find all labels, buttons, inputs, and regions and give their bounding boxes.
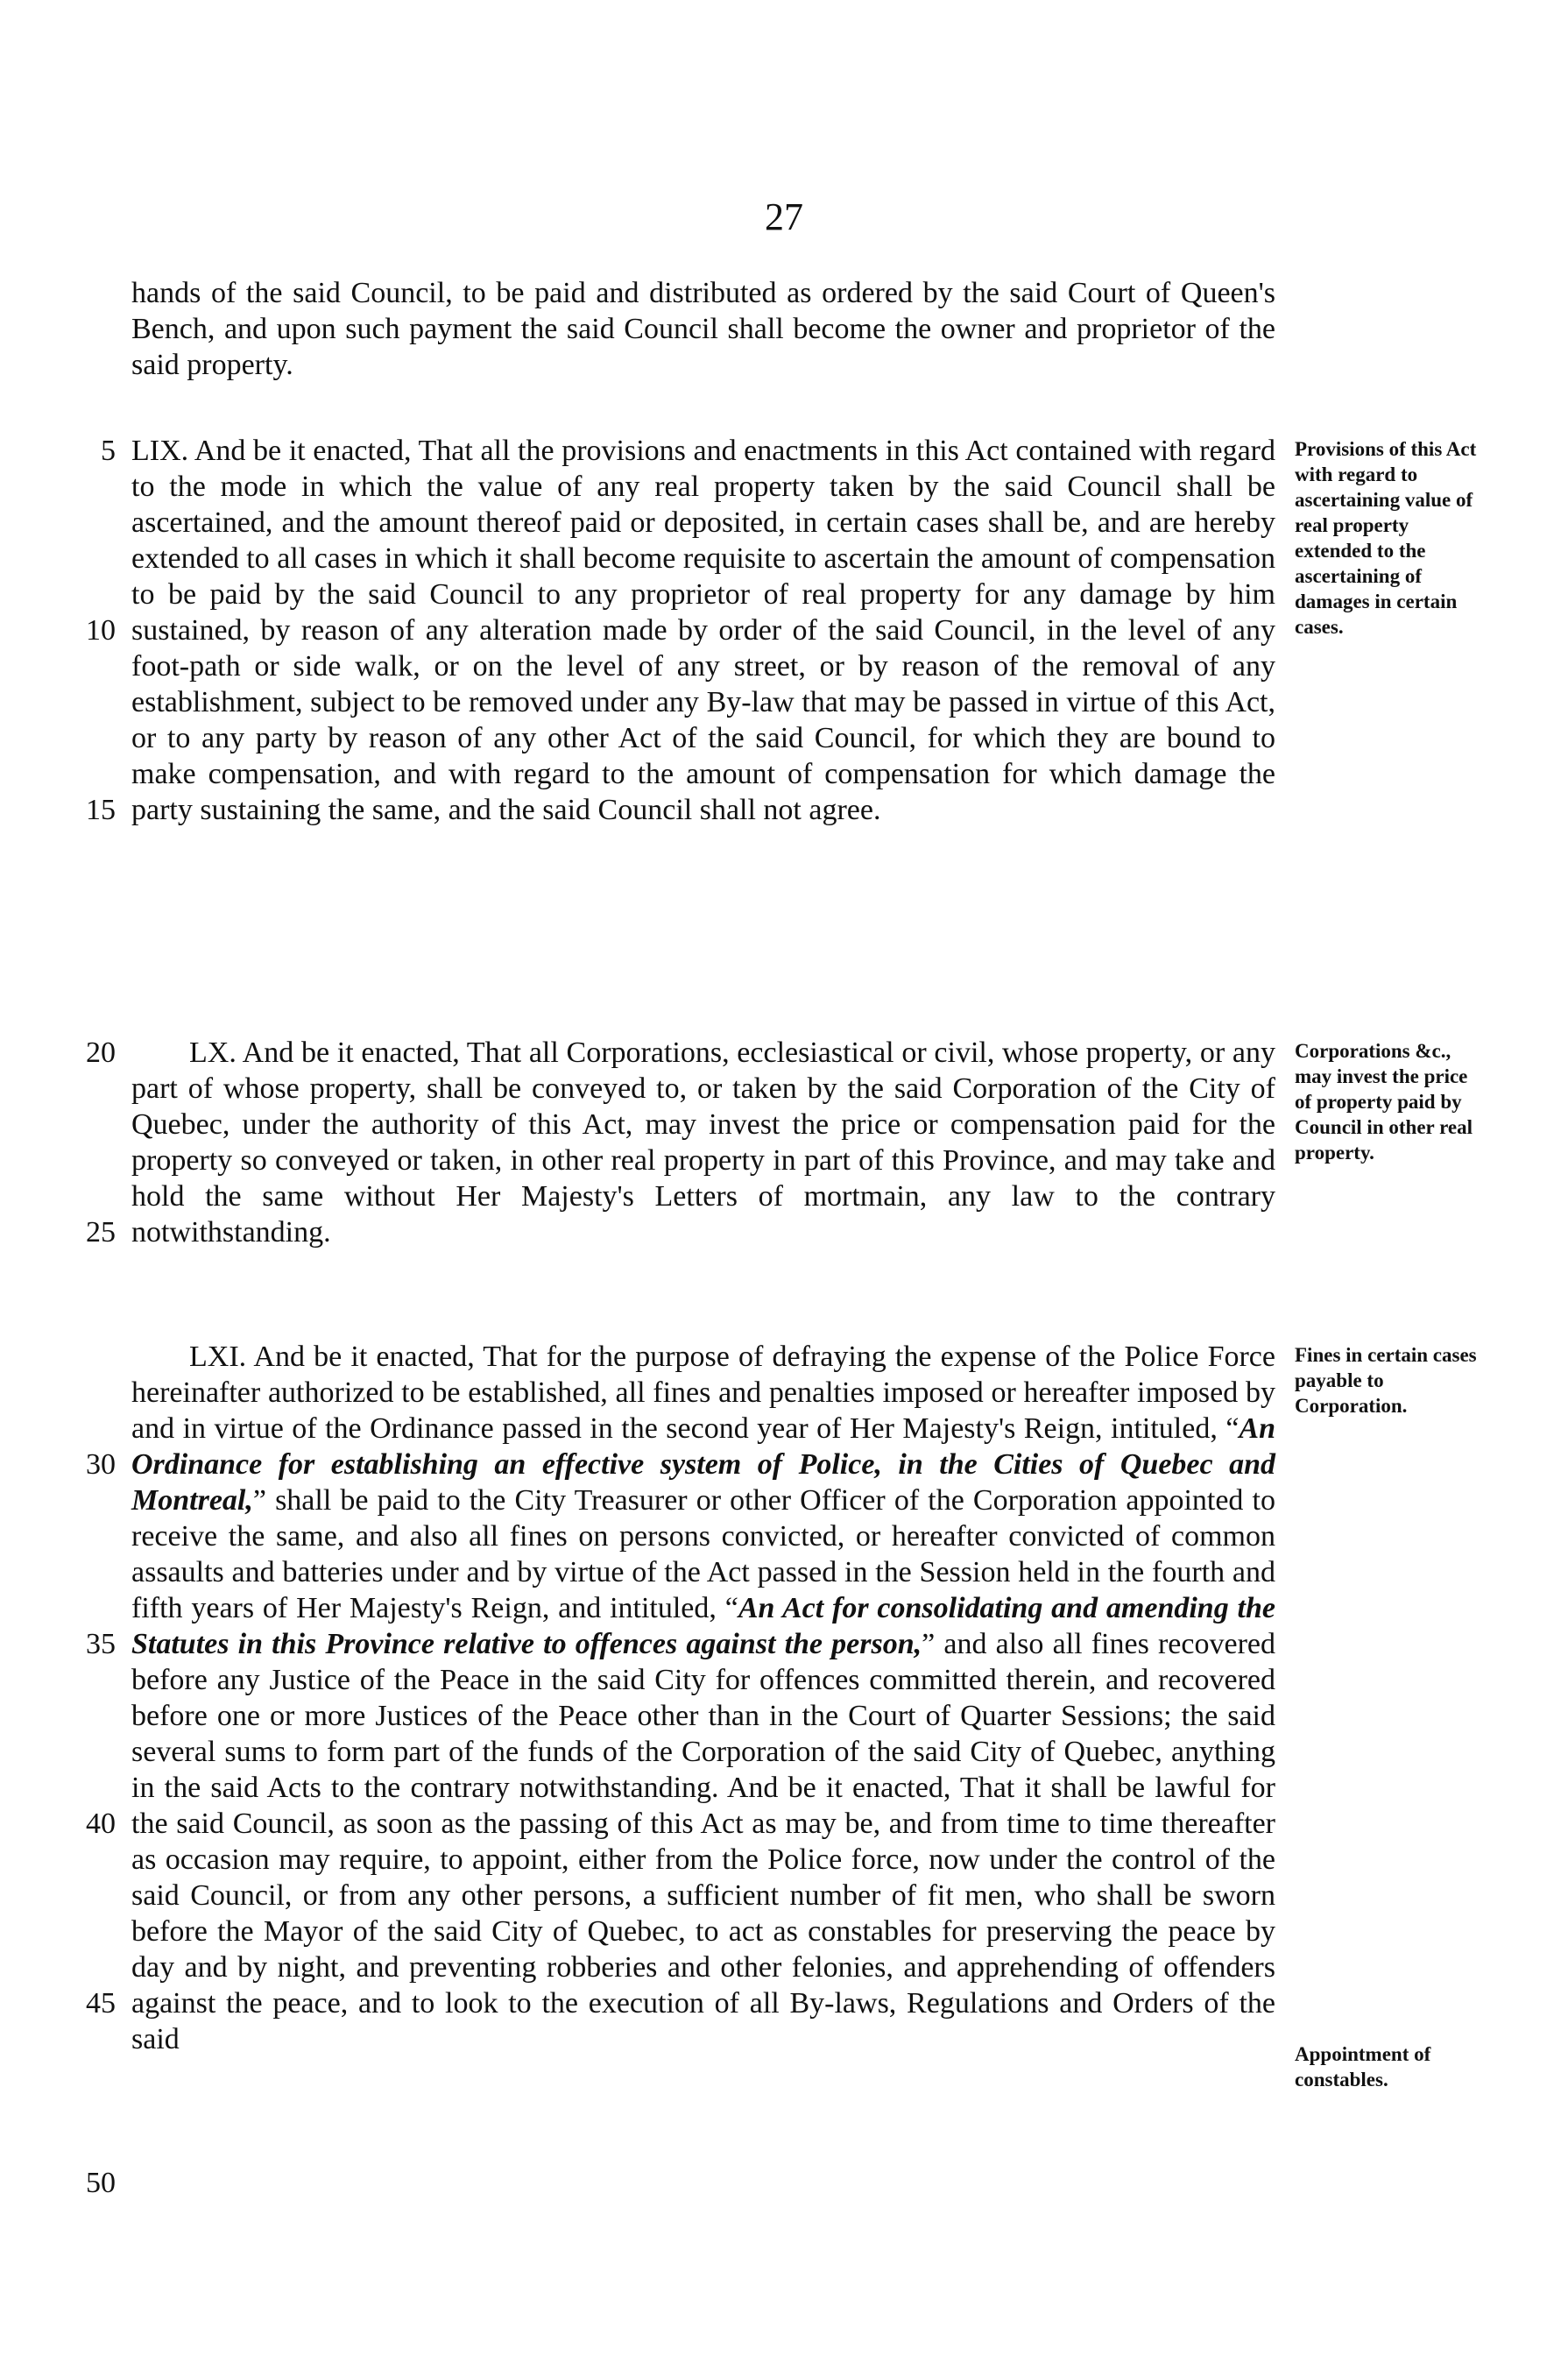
page-number: 27 <box>765 195 803 238</box>
paragraph-lx: LX. And be it enacted, That all Corporations, ecclesiastical or civil, whose property, or any part of whose property, shall be conveyed to, or taken by the said Corporation of the City of Quebec, under the authority of this Act, may invest the price or compensation paid for the property so conveyed or taken, in other real property in part of this Province, and may take and hold the same without Her Majesty's Letters of mortmain, any law to the contrary notwithstanding. <box>131 1036 1275 1249</box>
margin-note-lxi-constables: Appointment of constables. <box>1295 2043 1431 2090</box>
act-title: An Act for consolidating and amending the Statutes in this Province relative to offences against the person, <box>131 1592 1275 1660</box>
line-number: 50 <box>86 2167 116 2199</box>
margin-note-lx: Corporations &c., may invest the price of property paid by Council in other real property. <box>1295 1040 1473 1164</box>
lxi-text-after: ” and also all fines recovered before any Justice of the Peace in the said City for offences committed therein, and recovered before one or more Justices of the Peace other than in the Court of Quarter Sessions; the said several sums to form part of the funds of the Corporation of the said City of Quebec, anything in the said Acts to the contrary notwithstanding. And be it enacted, That it shall be lawful for the said Council, as soon as the passing of this Act as may be, and from time to time thereafter as occasion may require, to appoint, either from the Police force, now under the control of the said Council, or from any other persons, a sufficient number of fit men, who shall be sworn before the Mayor of the said City of Quebec, to act as constables for preserving the peace by day and by night, and preventing robberies and other felonies, and apprehending of offenders against the peace, and to look to the execution of all By-laws, Regulations and Orders of the said <box>131 1628 1275 2055</box>
line-number: 35 <box>86 1628 116 1660</box>
line-number: 10 <box>86 614 116 647</box>
paragraph-lix: LIX. And be it enacted, That all the provisions and enactments in this Act contained with regard to the mode in which the value of any real property taken by the said Council shall be ascertained, and the amount thereof paid or deposited, in certain cases shall be, and are hereby extended to all cases in which it shall become requisite to ascertain the amount of compensation to be paid by the said Council to any proprietor of real property for any damage by him sustained, by reason of any alteration made by order of the said Council, in the level of any foot-path or side walk, or on the level of any street, or by reason of the removal of any establishment, subject to be removed under any By-law that may be passed in virtue of this Act, or to any party by reason of any other Act of the said Council, for which they are bound to make compensation, and with regard to the amount of compensation for which damage the party sustaining the same, and the said Council shall not agree. <box>131 435 1275 826</box>
lxi-text-before: LXI. And be it enacted, That for the purpose of defraying the expense of the Police Force hereinafter authorized to be established, all fines and penalties imposed or hereafter imposed by and in virtue of the Ordinance passed in the second year of Her Majesty's Reign, intituled, “ <box>131 1341 1275 1445</box>
line-number: 15 <box>86 794 116 826</box>
paragraph-lxi <box>131 1339 1275 2057</box>
paragraph-continuation: hands of the said Council, to be paid and distributed as ordered by the said Court of Queen's Bench, and upon such payment the said Council shall become the owner and proprietor of the said property. <box>131 277 1275 381</box>
margin-note-lix: Provisions of this Act with regard to ascertaining value of real property extended to the ascertaining of damages in certain cases. <box>1295 438 1477 638</box>
line-number: 45 <box>86 1987 116 2020</box>
line-number: 20 <box>86 1036 116 1069</box>
line-number: 25 <box>86 1216 116 1249</box>
line-number: 40 <box>86 1808 116 1840</box>
ordinance-title: An Ordinance for establishing an effective system of Police, in the Cities of Quebec and Montreal, <box>131 1412 1275 1517</box>
line-number: 30 <box>86 1448 116 1481</box>
lxi-text-middle: ” shall be paid to the City Treasurer or other Officer of the Corporation appointed to receive the same, and also all fines on persons convicted, or hereafter convicted of common assaults and batteries under and by virtue of the Act passed in the Session held in the fourth and fifth years of Her Majesty's Reign, and intituled, “ <box>131 1484 1275 1624</box>
margin-note-lxi-fines: Fines in certain cases payable to Corporation. <box>1295 1344 1477 1417</box>
line-number: 5 <box>101 435 116 467</box>
